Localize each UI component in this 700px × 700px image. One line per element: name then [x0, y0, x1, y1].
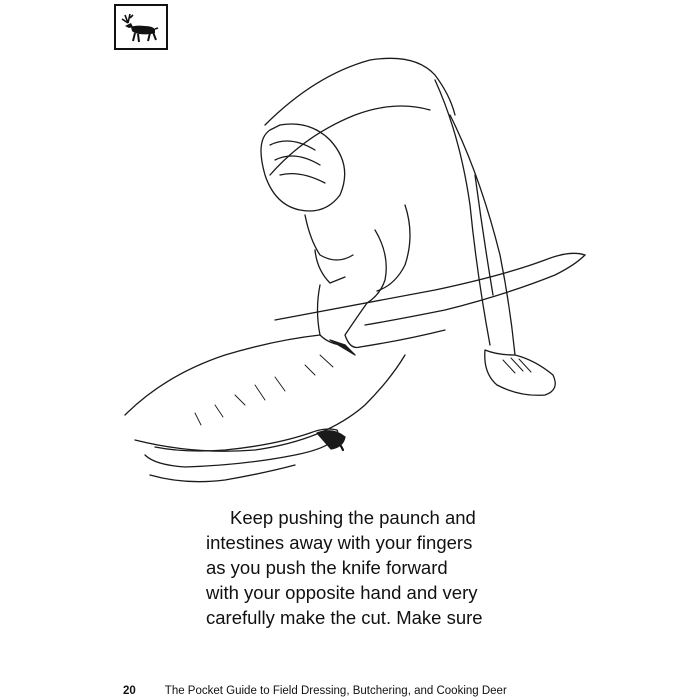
page-footer: [123, 685, 507, 697]
body-line-4: with your opposite hand and very: [206, 582, 478, 603]
chapter-badge: [114, 4, 168, 50]
field-dressing-illustration: [105, 55, 595, 495]
body-line-1: Keep pushing the paunch and: [230, 507, 476, 528]
page-number: 20: [123, 685, 136, 697]
body-line-2: intestines away with your fingers: [206, 532, 473, 553]
body-line-5: carefully make the cut. Make sure: [206, 607, 483, 628]
book-title: The Pocket Guide to Field Dressing, Butchering, and Cooking Deer: [164, 685, 507, 697]
body-text: [206, 505, 536, 630]
body-line-3: as you push the knife forward: [206, 557, 448, 578]
deer-icon: [119, 9, 163, 45]
